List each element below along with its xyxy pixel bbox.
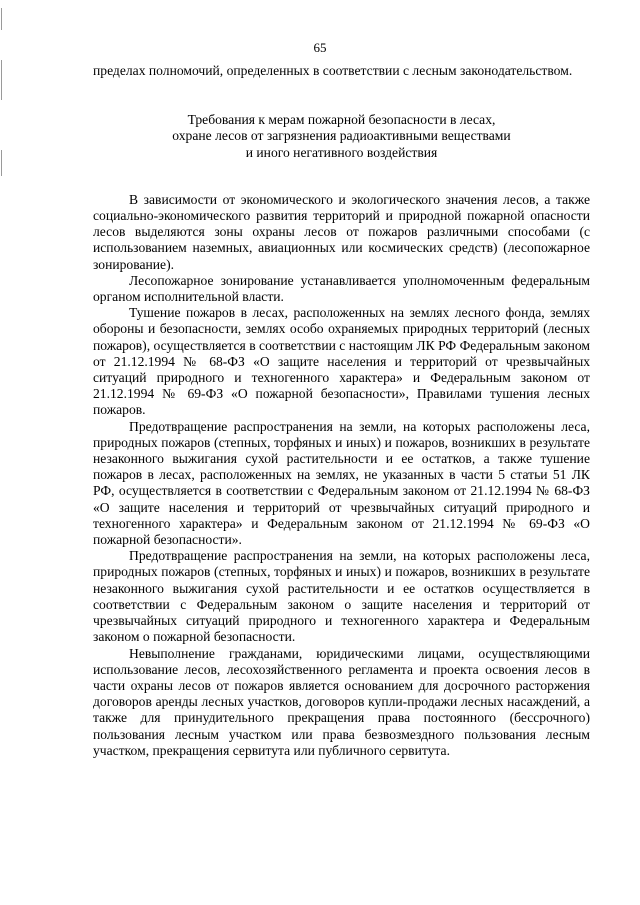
paragraph-fire-prevention-2: Предотвращение распространения на земли, на которых расположены леса, природных пожаров (степных, торфяных и иных) и пожаров, возникших в результате незаконного выжигания сухой растительности и ее остатков осуществляется в соответствии с Федеральным законом о защите населения и территорий от чрезвычайных ситуаций природного и техногенного характера и Федеральным законом о пожарной безопасности. — [93, 548, 590, 645]
scan-edge-mark — [1, 8, 2, 30]
paragraph-fire-prevention-1: Предотвращение распространения на земли, на которых расположены леса, природных пожаров (степных, торфяных и иных) и пожаров, возникших в результате незаконного выжигания сухой растительности и ее остатков, а также тушение пожаров в лесах, расположенных на землях, не указанных в части 5 статьи 51 ЛК РФ, осуществляется в соответствии с Федеральным законом от 21.12.1994 № 68-ФЗ «О защите населения и территорий от чрезвычайных ситуаций природного и техногенного характера» и Федеральным законом от 21.12.1994 № 69-ФЗ «О пожарной безопасности». — [93, 418, 590, 548]
paragraph-noncompliance: Невыполнение гражданами, юридическими лицами, осуществляющими использование лесов, лесохозяйственного регламента и проекта освоения лесов в части охраны лесов от пожаров является основанием для досрочного расторжения договоров аренды лесных участков, договоров купли-продажи лесных насаждений, а также для принудительного прекращения права постоянного (бессрочного) пользования лесным участком или права безвозмездного пользования лесным участком, прекращения сервитута или публичного сервитута. — [93, 645, 590, 758]
paragraph-zoning-authority: Лесопожарное зонирование устанавливается уполномоченным федеральным органом исполнительной власти. — [93, 272, 590, 305]
intro-paragraph: пределах полномочий, определенных в соответствии с лесным законодательством. — [93, 63, 573, 78]
scan-edge-mark — [1, 60, 2, 100]
document-body — [93, 63, 590, 759]
section-heading-line: Требования к мерам пожарной безопасности в лесах, — [187, 112, 496, 128]
section-heading-line: и иного негативного воздействия — [245, 144, 438, 160]
paragraph-fire-extinguishing: Тушение пожаров в лесах, расположенных на землях лесного фонда, землях обороны и безопасности, землях особо охраняемых природных территорий (лесных пожаров), осуществляется в соответствии с настоящим ЛК РФ Федеральным законом от 21.12.1994 № 68-ФЗ «О защите населения и территорий от чрезвычайных ситуаций природного и техногенного характера» и Федеральным законом от 21.12.1994 № 69-ФЗ «О пожарной безопасности», Правилами тушения лесных пожаров. — [93, 305, 590, 418]
section-heading-line: охране лесов от загрязнения радиоактивными веществами — [172, 128, 511, 144]
scan-edge-mark — [1, 150, 2, 176]
page-number: 65 — [313, 40, 327, 55]
paragraph-zoning: В зависимости от экономического и экологического значения лесов, а также социально-экономического развития территорий и природной пожарной опасности лесов выделяются зоны охраны лесов от пожаров различными способами (с использованием наземных, авиационных или космических средств) (лесопожарное зонирование). — [93, 191, 590, 272]
section-heading — [93, 112, 590, 161]
